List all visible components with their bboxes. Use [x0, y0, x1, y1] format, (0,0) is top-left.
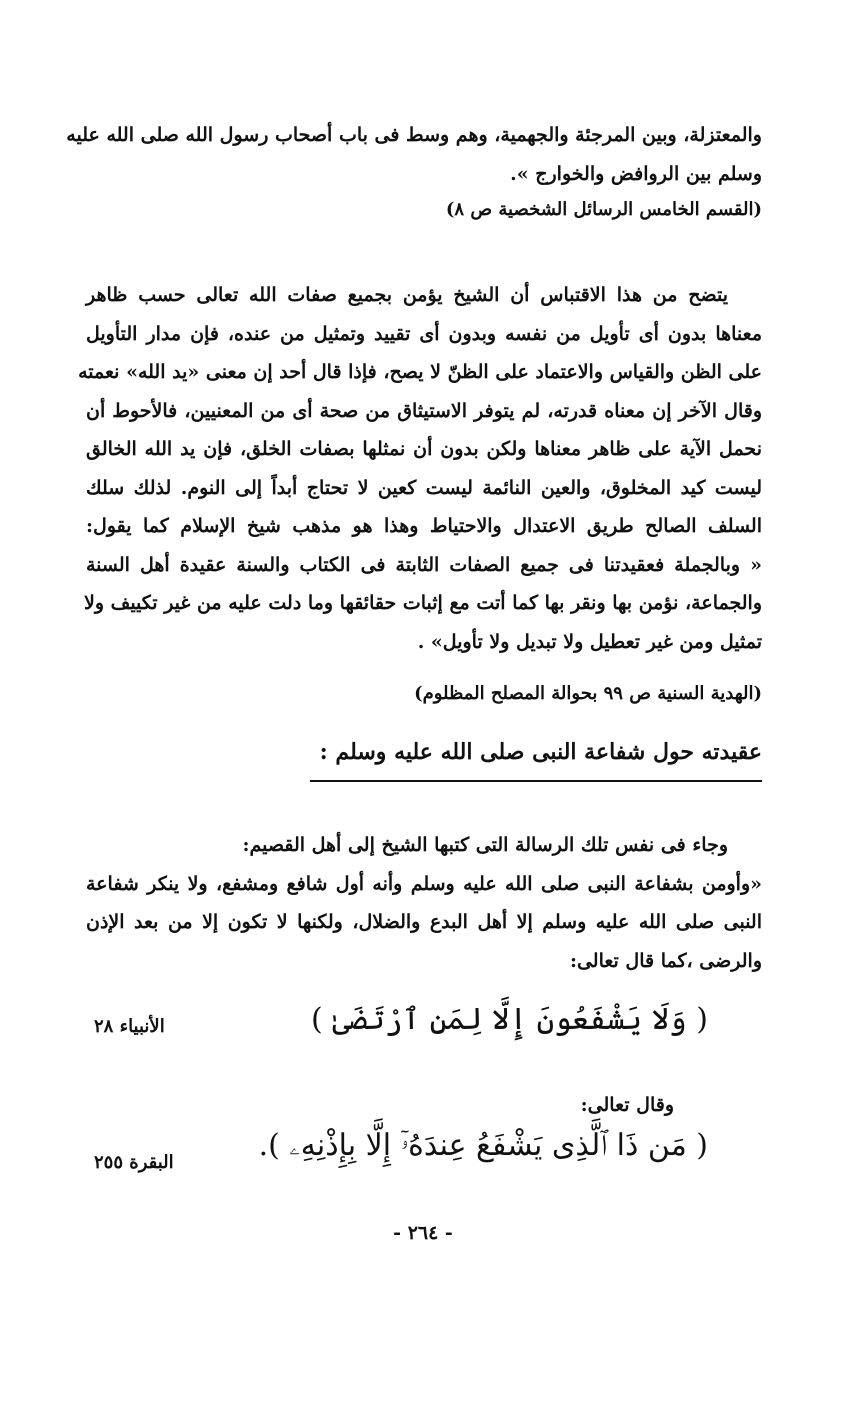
verse-reference: البقرة ٢٥٥	[94, 1152, 174, 1173]
text-line: معناها بدون أى تأويل من نفسه وبدون أى تقييد وتمثيل من عنده، فإن مدار التأويل	[86, 322, 762, 345]
text-line: النبى صلى الله عليه وسلم إلا أهل البدع والضلال، ولكنها لا تكون إلا من بعد الإذن	[86, 911, 762, 933]
text-line: نحمل الآية على ظاهر معناها ولكن بدون أن نمثلها بصفات الخلق، فإن يد الله الخالق	[86, 438, 762, 460]
paragraph-intercession	[86, 826, 762, 980]
text-line: والرضى ،كما قال تعالى:	[569, 949, 762, 972]
text-line: «وأومن بشفاعة النبى صلى الله عليه وسلم وأنه أول شافع ومشفع، ولا ينكر شفاعة	[86, 872, 762, 895]
heading-underline	[310, 780, 762, 782]
text-line: والجماعة، نؤمن بها ونقر بها كما أتت مع إثبات حقائقها وما دلت عليه من غير تكييف ولا	[84, 592, 762, 614]
text-line: والمعتزلة، وبين المرجئة والجهمية، وهم وسط فى باب أصحاب رسول الله صلى الله عليه	[66, 124, 762, 146]
citation-reference: (القسم الخامس الرسائل الشخصية ص ٨)	[445, 199, 762, 220]
text-line: وقال الآخر إن معناه قدرته، لم يتوفر الاستيثاق من صحة أى من المعنيين، فالأحوط أن	[86, 399, 762, 422]
section-heading: عقيدته حول شفاعة النبى صلى الله عليه وسلم :	[319, 739, 762, 765]
text-line: وقال تعالى:	[580, 1094, 674, 1116]
text-line: « وبالجملة فعقيدتنا فى جميع الصفات الثابتة فى الكتاب والسنة عقيدة أهل السنة	[86, 553, 762, 576]
text-line: تمثيل ومن غير تعطيل ولا تبديل ولا تأويل» .	[417, 630, 762, 653]
quran-verse: ( مَن ذَا ٱلَّذِى يَشْفَعُ عِندَهُۥٓ إِلَّا بِإِذْنِهِۦ ).	[258, 1128, 708, 1163]
paragraph-explanation	[78, 276, 762, 661]
quran-verse: ( وَلَا يَشْفَعُونَ إِلَّا لِمَنِ ٱرْتَضَىٰ )	[310, 1002, 708, 1037]
text-line: وسلم بين الروافض والخوارج ».	[510, 162, 762, 185]
quran-verse-row	[86, 1128, 762, 1188]
verse-reference: الأنبياء ٢٨	[94, 1016, 165, 1037]
text-line: يتضح من هذا الاقتباس أن الشيخ يؤمن بجميع صفات الله تعالى حسب ظاهر	[86, 284, 728, 306]
text-line: ليست كيد المخلوق، والعين النائمة ليست كعين لا تحتاج أبداً إلى النوم. لذلك سلك	[86, 476, 762, 499]
text-line: السلف الصالح طريق الاعتدال والاحتياط وهذا هو مذهب شيخ الإسلام كما يقول:	[86, 515, 762, 537]
text-line: على الظن والقياس والاعتماد على الظنّ لا يصح، فإذا قال أحد إن معنى «يد الله» نعمته	[78, 361, 762, 383]
quran-verse-row	[86, 1002, 762, 1062]
paragraph-continuation	[66, 116, 762, 193]
verse-intro	[0, 1086, 674, 1125]
text-line: وجاء فى نفس تلك الرسالة التى كتبها الشيخ إلى أهل القصيم:	[242, 834, 728, 856]
citation-reference: (الهدية السنية ص ٩٩ بحوالة المصلح المظلوم)	[414, 683, 762, 704]
page-number: - ٢٦٤ -	[393, 1222, 453, 1244]
